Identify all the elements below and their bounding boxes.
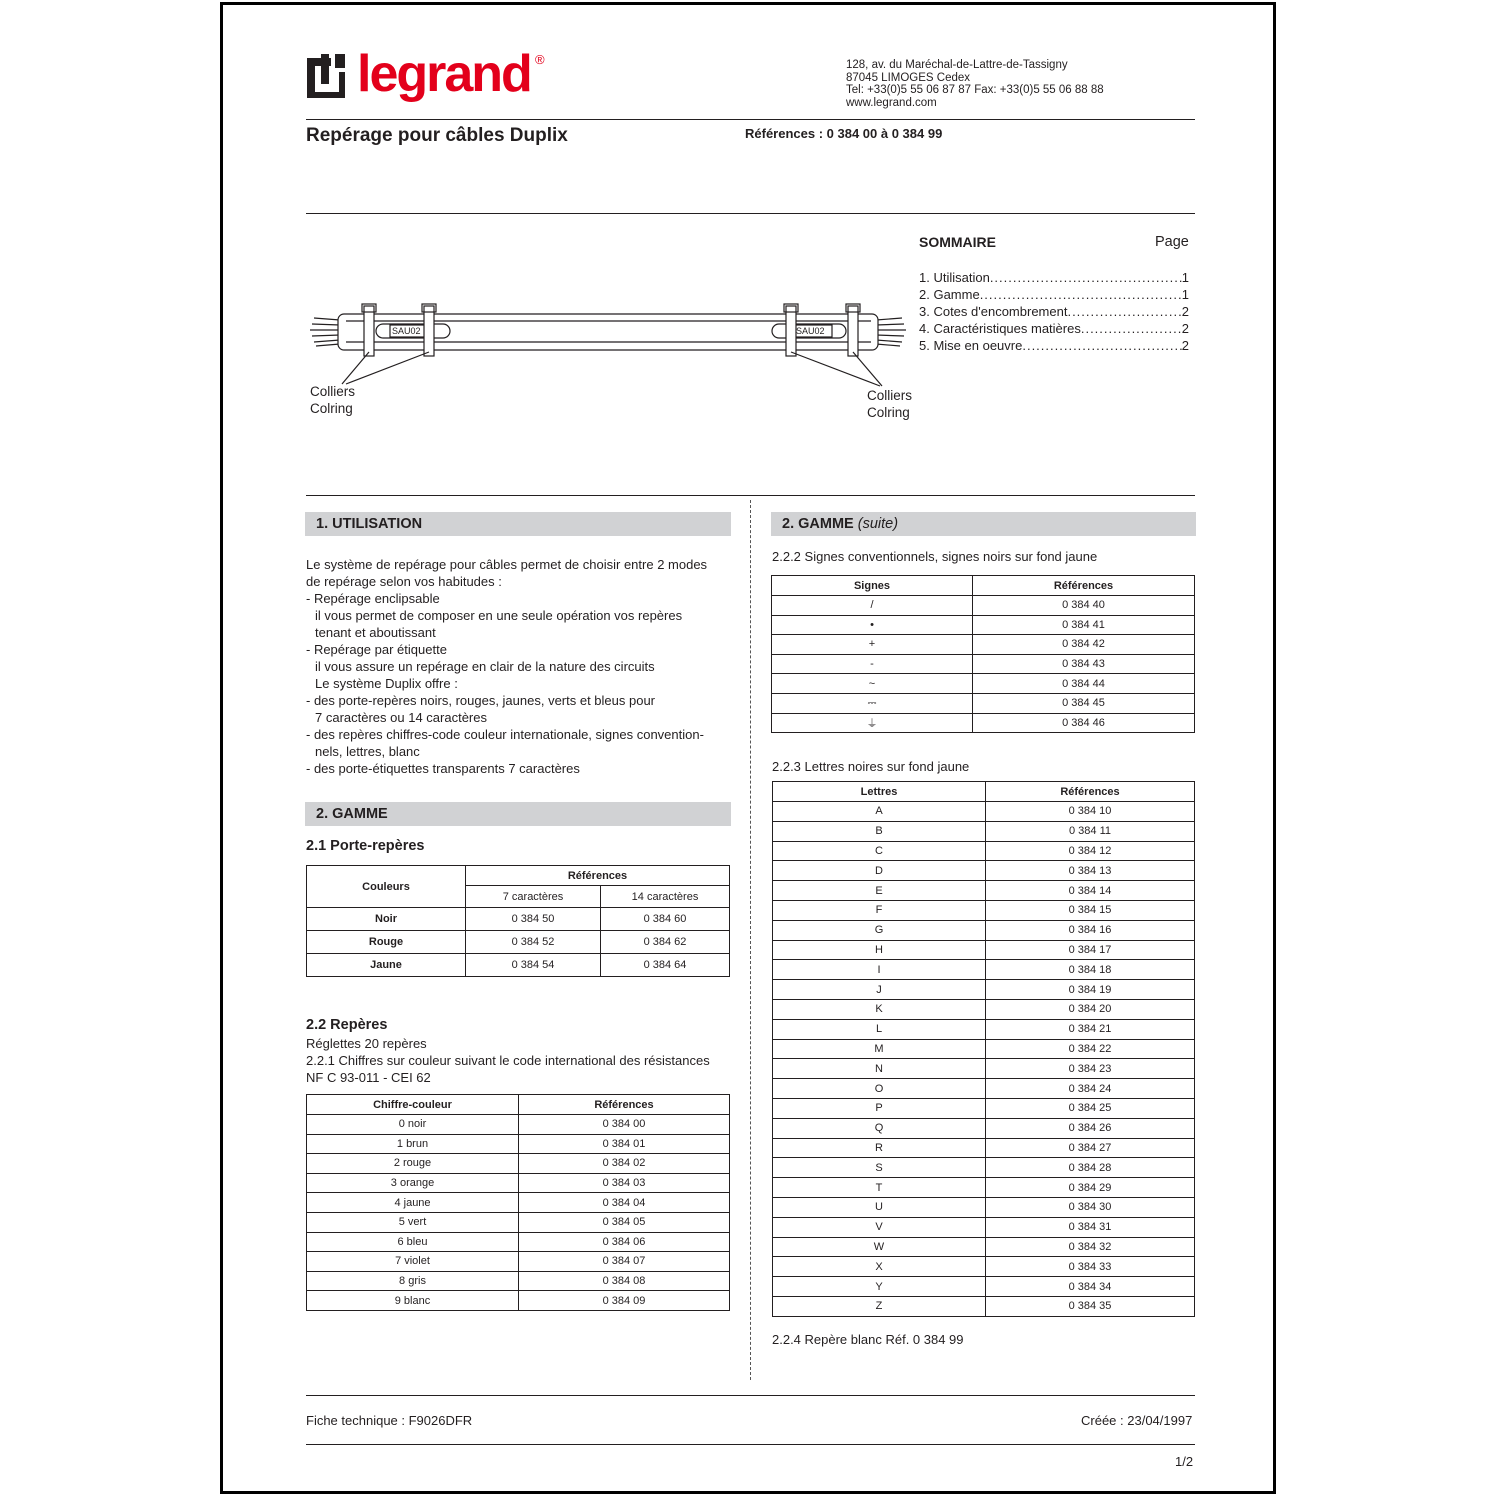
- repere-blanc: 2.2.4 Repère blanc Réf. 0 384 99: [772, 1332, 964, 1347]
- row-label: ⎓: [772, 693, 973, 713]
- row-label: K: [773, 999, 986, 1019]
- row-label: D: [773, 861, 986, 881]
- table-row: [773, 999, 1195, 1019]
- row-reference: 0 384 24: [986, 1079, 1195, 1099]
- row-label: 1 brun: [307, 1134, 519, 1154]
- document-title: Repérage pour câbles Duplix: [306, 125, 568, 146]
- table-row: [773, 841, 1195, 861]
- table-row: [307, 1291, 730, 1311]
- row-reference: 0 384 02: [519, 1154, 730, 1174]
- row-reference: 0 384 18: [986, 960, 1195, 980]
- row-label: L: [773, 1019, 986, 1039]
- row-reference: 0 384 04: [519, 1193, 730, 1213]
- row-reference: 0 384 32: [986, 1237, 1195, 1257]
- registered-mark-icon: ®: [535, 52, 545, 67]
- column-divider: [750, 500, 751, 1380]
- section-gamme-suite-heading: 2. GAMME (suite): [771, 512, 1196, 536]
- table-row: [307, 1271, 730, 1291]
- row-reference: 0 384 06: [519, 1232, 730, 1252]
- row-label: H: [773, 940, 986, 960]
- table-row: [773, 821, 1195, 841]
- row-reference: 0 384 10: [986, 802, 1195, 822]
- sommaire-item[interactable]: 2. Gamme ..... 1: [919, 286, 1189, 303]
- table-row: [773, 1197, 1195, 1217]
- header-rule: [306, 119, 1195, 120]
- row-reference: 0 384 46: [973, 713, 1195, 733]
- row-label: 6 bleu: [307, 1232, 519, 1252]
- row-reference: 0 384 17: [986, 940, 1195, 960]
- table-row: [307, 1193, 730, 1213]
- row-reference: 0 384 42: [973, 635, 1195, 655]
- row-reference: 0 384 20: [986, 999, 1195, 1019]
- row-label: V: [773, 1217, 986, 1237]
- sommaire-item[interactable]: 5. Mise en oeuvre ..... 2: [919, 337, 1189, 354]
- table-row: [772, 615, 1195, 635]
- lettres-table: [772, 781, 1195, 1317]
- table-row: [773, 1296, 1195, 1316]
- row-label: J: [773, 980, 986, 1000]
- row-label: -: [772, 654, 973, 674]
- row-label: M: [773, 1039, 986, 1059]
- table-row: [773, 920, 1195, 940]
- row-label: W: [773, 1237, 986, 1257]
- row-reference: 0 384 19: [986, 980, 1195, 1000]
- row-label: 7 violet: [307, 1252, 519, 1272]
- table-row: [773, 1039, 1195, 1059]
- row-reference: 0 384 09: [519, 1291, 730, 1311]
- table-row: [773, 802, 1195, 822]
- row-label: 2 rouge: [307, 1154, 519, 1174]
- porte-reperes-title: 2.1 Porte-repères: [306, 838, 425, 854]
- table-row: [773, 1257, 1195, 1277]
- row-reference: 0 384 15: [986, 900, 1195, 920]
- row-reference: 0 384 41: [973, 615, 1195, 635]
- row-reference: 0 384 35: [986, 1296, 1195, 1316]
- table-row: [773, 1118, 1195, 1138]
- col-14-caracteres: 14 caractères: [601, 886, 730, 908]
- table-row: [773, 1019, 1195, 1039]
- row-label: I: [773, 960, 986, 980]
- table-row: [773, 940, 1195, 960]
- row-label: F: [773, 900, 986, 920]
- title-rule: [306, 213, 1195, 214]
- col-references: Références: [466, 866, 730, 886]
- col-references: Références: [519, 1095, 730, 1115]
- table-row: [773, 1217, 1195, 1237]
- row-label: 9 blanc: [307, 1291, 519, 1311]
- table-row: [773, 980, 1195, 1000]
- row-reference: 0 384 21: [986, 1019, 1195, 1039]
- col-references: Références: [986, 782, 1195, 802]
- table-row: [773, 861, 1195, 881]
- table-row: [772, 596, 1195, 616]
- table-row: [772, 693, 1195, 713]
- references-range: Références : 0 384 00 à 0 384 99: [745, 126, 943, 141]
- table-row: [773, 1098, 1195, 1118]
- row-label: 4 jaune: [307, 1193, 519, 1213]
- table-row: [773, 1158, 1195, 1178]
- table-row: [772, 674, 1195, 694]
- table-row: [307, 1232, 730, 1252]
- row-label: 0 noir: [307, 1115, 519, 1135]
- row-reference: 0 384 44: [973, 674, 1195, 694]
- row-label: ~: [772, 674, 973, 694]
- row-reference: 0 384 34: [986, 1277, 1195, 1297]
- table-row: [773, 881, 1195, 901]
- table-row: [773, 1059, 1195, 1079]
- row-reference: 0 384 13: [986, 861, 1195, 881]
- table-row: [773, 1178, 1195, 1198]
- row-label: S: [773, 1158, 986, 1178]
- row-reference: 0 384 45: [973, 693, 1195, 713]
- row-label: A: [773, 802, 986, 822]
- row-label: C: [773, 841, 986, 861]
- table-row: [307, 1252, 730, 1272]
- row-label: 3 orange: [307, 1173, 519, 1193]
- row-label: 8 gris: [307, 1271, 519, 1291]
- section-gamme-heading: 2. GAMME: [305, 802, 731, 826]
- row-reference: 0 384 40: [973, 596, 1195, 616]
- address-line: 128, av. du Maréchal-de-Lattre-de-Tassigny: [846, 59, 1068, 71]
- table-row: [773, 900, 1195, 920]
- sommaire-list: [919, 269, 1189, 354]
- row-reference: 0 384 01: [519, 1134, 730, 1154]
- col-lettres: Lettres: [773, 782, 986, 802]
- col-signes: Signes: [772, 576, 973, 596]
- callout-right: Colliers Colring: [867, 388, 913, 420]
- col-7-caracteres: 7 caractères: [466, 886, 601, 908]
- reperes-title: 2.2 Repères: [306, 1017, 388, 1033]
- row-reference: 0 384 11: [986, 821, 1195, 841]
- row-label: R: [773, 1138, 986, 1158]
- callout-left: Colliers Colring: [310, 384, 356, 416]
- table-row: [307, 1173, 730, 1193]
- table-row: [307, 1212, 730, 1232]
- section-utilisation-heading: 1. UTILISATION: [305, 512, 731, 536]
- table-row: [307, 1154, 730, 1174]
- row-label: •: [772, 615, 973, 635]
- row-reference: 0 384 28: [986, 1158, 1195, 1178]
- address-line: Tel: +33(0)5 55 06 87 87 Fax: +33(0)5 55 06 88 88: [846, 84, 1104, 97]
- row-reference: 0 384 30: [986, 1197, 1195, 1217]
- row-reference: 0 384 23: [986, 1059, 1195, 1079]
- table-row: [772, 654, 1195, 674]
- sommaire-item[interactable]: 1. Utilisation ..... 1: [919, 269, 1189, 286]
- sommaire-title: SOMMAIRE: [919, 234, 996, 250]
- table-row: Rouge 0 384 52 0 384 62: [307, 931, 730, 954]
- row-label: U: [773, 1197, 986, 1217]
- address-block: [846, 59, 1104, 109]
- sommaire-page-label: Page: [1155, 234, 1189, 250]
- row-label: E: [773, 881, 986, 901]
- col-couleurs: Couleurs: [307, 866, 466, 908]
- table-row: [307, 1134, 730, 1154]
- section-rule: [306, 495, 1195, 496]
- row-label: Y: [773, 1277, 986, 1297]
- col-chiffre-couleur: Chiffre-couleur: [307, 1095, 519, 1115]
- footer-rule-bottom: [306, 1444, 1195, 1445]
- table-row: [773, 1079, 1195, 1099]
- row-reference: 0 384 00: [519, 1115, 730, 1135]
- date-creation: Créée : 23/04/1997: [1081, 1413, 1193, 1428]
- lettres-title: 2.2.3 Lettres noires sur fond jaune: [772, 759, 970, 774]
- row-reference: 0 384 43: [973, 654, 1195, 674]
- row-label: G: [773, 920, 986, 940]
- row-reference: 0 384 14: [986, 881, 1195, 901]
- table-row: [773, 1237, 1195, 1257]
- fiche-technique: Fiche technique : F9026DFR: [306, 1413, 473, 1428]
- row-reference: 0 384 05: [519, 1212, 730, 1232]
- row-label: Q: [773, 1118, 986, 1138]
- signes-title: 2.2.2 Signes conventionnels, signes noirs sur fond jaune: [772, 549, 1098, 564]
- table-row: [773, 1138, 1195, 1158]
- logo-wordmark: legrand: [357, 45, 531, 103]
- table-row: [772, 713, 1195, 733]
- row-label: B: [773, 821, 986, 841]
- table-row: [772, 635, 1195, 655]
- row-label: Z: [773, 1296, 986, 1316]
- porte-reperes-table: [306, 865, 730, 977]
- table-row: [773, 960, 1195, 980]
- chiffre-couleur-table: [306, 1094, 730, 1311]
- row-label: N: [773, 1059, 986, 1079]
- row-label: +: [772, 635, 973, 655]
- signes-table: [771, 575, 1195, 733]
- table-row: Noir 0 384 50 0 384 60: [307, 908, 730, 931]
- sommaire-item[interactable]: 4. Caractéristiques matières ..... 2: [919, 320, 1189, 337]
- row-reference: 0 384 22: [986, 1039, 1195, 1059]
- row-reference: 0 384 31: [986, 1217, 1195, 1237]
- row-label: O: [773, 1079, 986, 1099]
- row-reference: 0 384 27: [986, 1138, 1195, 1158]
- sommaire-item[interactable]: 3. Cotes d'encombrement ..... 2: [919, 303, 1189, 320]
- page-number: 1/2: [1175, 1454, 1194, 1469]
- reperes-text: Réglettes 20 repères 2.2.1 Chiffres sur couleur suivant le code international des résistances NF C 93-011 - CEI 62: [306, 1036, 710, 1085]
- row-label: /: [772, 596, 973, 616]
- row-reference: 0 384 12: [986, 841, 1195, 861]
- row-label: T: [773, 1178, 986, 1198]
- row-reference: 0 384 08: [519, 1271, 730, 1291]
- row-label: 5 vert: [307, 1212, 519, 1232]
- utilisation-text: Le système de repérage pour câbles permet de choisir entre 2 modes de repérage selon vos habitudes : - Repérage enclipsable il vous permet de composer en une seule opération vos repères tenant et aboutissant - Repérage par étiquette il vous assure un repérage en clair de la nature des circuits Le système Duplix offre : - des porte-repères noirs, rouges, jaunes, verts et bleus pour 7 caractères ou 14 caractères - des repères chiffres-code couleur internationale, signes convention- nels, lettres, blanc - des porte-étiquettes transparents 7 caractères: [306, 557, 708, 776]
- row-label: X: [773, 1257, 986, 1277]
- address-line: 87045 LIMOGES Cedex: [846, 71, 971, 84]
- table-row: [773, 1277, 1195, 1297]
- row-label: ⏚: [772, 713, 973, 733]
- footer-rule-top: [306, 1395, 1195, 1396]
- row-reference: 0 384 07: [519, 1252, 730, 1272]
- marker-text-right: SAU02: [796, 326, 825, 336]
- legrand-logo: [305, 45, 545, 105]
- legrand-square-icon: [305, 52, 347, 100]
- col-references: Références: [973, 576, 1195, 596]
- row-reference: 0 384 25: [986, 1098, 1195, 1118]
- row-reference: 0 384 33: [986, 1257, 1195, 1277]
- cable-illustration: [306, 300, 906, 390]
- row-label: P: [773, 1098, 986, 1118]
- address-line: www.legrand.com: [846, 96, 937, 109]
- table-row: Jaune 0 384 54 0 384 64: [307, 954, 730, 977]
- row-reference: 0 384 29: [986, 1178, 1195, 1198]
- marker-text-left: SAU02: [392, 326, 421, 336]
- row-reference: 0 384 16: [986, 920, 1195, 940]
- table-row: [307, 1115, 730, 1135]
- row-reference: 0 384 26: [986, 1118, 1195, 1138]
- row-reference: 0 384 03: [519, 1173, 730, 1193]
